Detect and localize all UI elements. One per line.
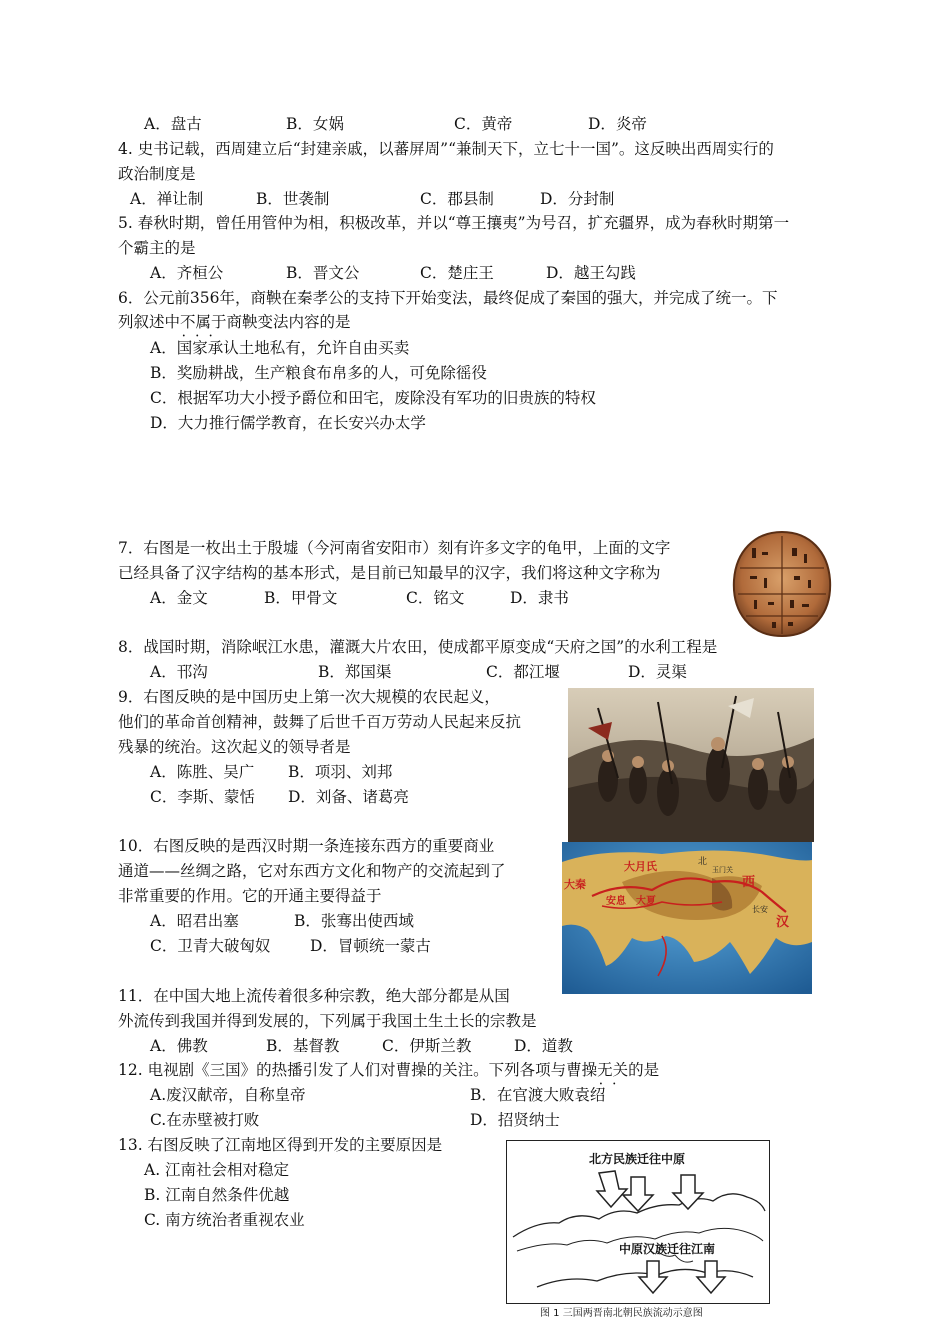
q10-option-b: B．张骞出使西域 bbox=[294, 912, 414, 930]
q6-option-a: A．国家承认土地私有，允许自由买卖 bbox=[150, 339, 410, 357]
q11-stem-line2: 外流传到我国并得到发展的，下列属于我国土生土长的宗教是 bbox=[118, 1012, 537, 1030]
q9-stem-line3: 残暴的统治。这次起义的领导者是 bbox=[118, 738, 351, 756]
q12-option-d: D．招贤纳士 bbox=[470, 1111, 560, 1129]
diagram-label-north: 北方民族迁往中原 bbox=[589, 1152, 686, 1166]
q7-option-a: A．金文 bbox=[150, 589, 208, 607]
q8-option-a: A．邗沟 bbox=[150, 663, 208, 681]
map-label-dayuezhi: 大月氏 bbox=[624, 860, 657, 873]
map-label-daqin: 大秦 bbox=[564, 878, 586, 891]
oracle-bone-image bbox=[728, 528, 836, 640]
q11-option-b: B．基督教 bbox=[266, 1037, 340, 1055]
q10-stem-line2: 通道——丝绸之路，它对东西方文化和物产的交流起到了 bbox=[118, 862, 506, 880]
q9-stem-line2: 他们的革命首创精神，鼓舞了后世千百万劳动人民起来反抗 bbox=[118, 713, 522, 731]
q4-option-d: D．分封制 bbox=[540, 190, 615, 208]
map-label-han: 汉 bbox=[776, 915, 790, 930]
q4-option-a: A．禅让制 bbox=[130, 190, 204, 208]
diagram-label-south: 中原汉族迁往江南 bbox=[619, 1242, 716, 1256]
q12-stem-line1 bbox=[118, 1060, 659, 1080]
migration-diagram bbox=[506, 1140, 770, 1304]
q6-option-d: D．大力推行儒学教育，在长安兴办太学 bbox=[150, 414, 426, 432]
q6-emphasis: 不属于 • • • bbox=[180, 313, 227, 331]
q8-option-d: D．灵渠 bbox=[628, 663, 687, 681]
map-label-yumenguan: 玉门关 bbox=[712, 866, 733, 874]
q7-stem-line1: 7．右图是一枚出土于殷墟（今河南省安阳市）刻有许多文字的龟甲，上面的文字 bbox=[118, 539, 671, 557]
q5-option-b: B．晋文公 bbox=[286, 264, 360, 282]
q12-option-a: A.废汉献帝，自称皇帝 bbox=[150, 1086, 306, 1104]
q11-option-a: A．佛教 bbox=[150, 1037, 208, 1055]
q8-stem-line1: 8．战国时期，消除岷江水患，灌溉大片农田，使成都平原变成“天府之国”的水利工程是 bbox=[118, 638, 718, 656]
q3-option-b: B．女娲 bbox=[286, 115, 344, 133]
q3-option-d: D．炎帝 bbox=[588, 115, 647, 133]
q9-option-d: D．刘备、诸葛亮 bbox=[288, 788, 409, 806]
q6-option-c: C．根据军功大小授予爵位和田宅，废除没有军功的旧贵族的特权 bbox=[150, 389, 596, 407]
q6-stem-post: 商鞅变法内容的是 bbox=[226, 313, 351, 331]
q13-stem-line1: 13. 右图反映了江南地区得到开发的主要原因是 bbox=[118, 1136, 443, 1154]
map-label-daxia: 大夏 bbox=[636, 896, 656, 907]
q11-option-c: C．伊斯兰教 bbox=[382, 1037, 472, 1055]
q11-option-d: D．道教 bbox=[514, 1037, 573, 1055]
q5-stem-line1: 5. 春秋时期，曾任用管仲为相，积极改革，并以“尊王攘夷”为号召，扩充疆界，成为春秋时期第一 bbox=[118, 214, 790, 232]
q5-option-c: C．楚庄王 bbox=[420, 264, 494, 282]
q9-option-c: C．李斯、蒙恬 bbox=[150, 788, 255, 806]
q8-option-b: B．郑国渠 bbox=[318, 663, 392, 681]
q10-stem-line3: 非常重要的作用。它的开通主要得益于 bbox=[118, 887, 382, 905]
q4-stem-line1: 4. 史书记载，西周建立后“封建亲戚，以蕃屏周”“兼制天下，立七十一国”。这反映出西周实行的 bbox=[118, 140, 774, 158]
q10-option-a: A．昭君出塞 bbox=[150, 912, 239, 930]
map-label-xi: 西 bbox=[742, 875, 756, 890]
q7-option-c: C．铭文 bbox=[406, 589, 465, 607]
q10-option-c: C．卫青大破匈奴 bbox=[150, 937, 271, 955]
q4-option-c: C．郡县制 bbox=[420, 190, 494, 208]
q9-option-b: B．项羽、刘邦 bbox=[288, 763, 393, 781]
q6-stem-line2 bbox=[118, 312, 351, 332]
q5-option-a: A．齐桓公 bbox=[150, 264, 224, 282]
q6-option-b: B．奖励耕战，生产粮食布帛多的人，可免除徭役 bbox=[150, 364, 487, 382]
q7-option-b: B．甲骨文 bbox=[264, 589, 338, 607]
q12-option-b: B．在官渡大败袁绍 bbox=[470, 1086, 606, 1104]
q4-stem-line2: 政治制度是 bbox=[118, 165, 196, 183]
q7-stem-line2: 已经具备了汉字结构的基本形式，是目前已知最早的汉字，我们将这种文字称为 bbox=[118, 564, 661, 582]
q9-option-a: A．陈胜、吴广 bbox=[150, 763, 255, 781]
uprising-painting-image bbox=[568, 688, 814, 842]
q10-stem-line1: 10．右图反映的是西汉时期一条连接东西方的重要商业 bbox=[118, 837, 495, 855]
q12-option-c: C.在赤壁被打败 bbox=[150, 1111, 260, 1129]
q3-option-c: C．黄帝 bbox=[454, 115, 513, 133]
q7-option-d: D．隶书 bbox=[510, 589, 569, 607]
q5-option-d: D．越王勾践 bbox=[546, 264, 636, 282]
q13-option-a: A. 江南社会相对稳定 bbox=[144, 1161, 290, 1179]
q12-emphasis: 无关 • • bbox=[597, 1061, 628, 1079]
q11-stem-line1: 11．在中国大地上流传着很多种宗教，绝大部分都是从国 bbox=[118, 987, 510, 1005]
q8-option-c: C．都江堰 bbox=[486, 663, 560, 681]
q13-option-b: B. 江南自然条件优越 bbox=[144, 1186, 290, 1204]
q4-option-b: B．世袭制 bbox=[256, 190, 330, 208]
q9-stem-line1: 9．右图反映的是中国历史上第一次大规模的农民起义， bbox=[118, 688, 500, 706]
q6-stem-pre: 列叙述中 bbox=[118, 313, 181, 331]
map-label-bei: 北 bbox=[698, 857, 708, 867]
q10-option-d: D．冒顿统一蒙古 bbox=[310, 937, 431, 955]
q12-stem-post: 的是 bbox=[628, 1061, 660, 1079]
map-label-changan: 长安 bbox=[752, 905, 768, 914]
map-label-anxi: 安息 bbox=[606, 896, 626, 907]
q5-stem-line2: 个霸主的是 bbox=[118, 239, 196, 257]
q12-stem-pre: 12. 电视剧《三国》的热播引发了人们对曹操的关注。下列各项与曹操 bbox=[118, 1061, 598, 1079]
q6-stem-line1: 6．公元前356年，商鞅在秦孝公的支持下开始变法，最终促成了秦国的强大，并完成了统一。下 bbox=[118, 289, 778, 307]
q3-option-a: A．盘古 bbox=[144, 115, 202, 133]
figure-caption: 图 1 三国两晋南北朝民族流动示意图 bbox=[540, 1308, 703, 1319]
q13-option-c: C. 南方统治者重视农业 bbox=[144, 1211, 305, 1229]
silk-road-map-image bbox=[562, 842, 812, 994]
